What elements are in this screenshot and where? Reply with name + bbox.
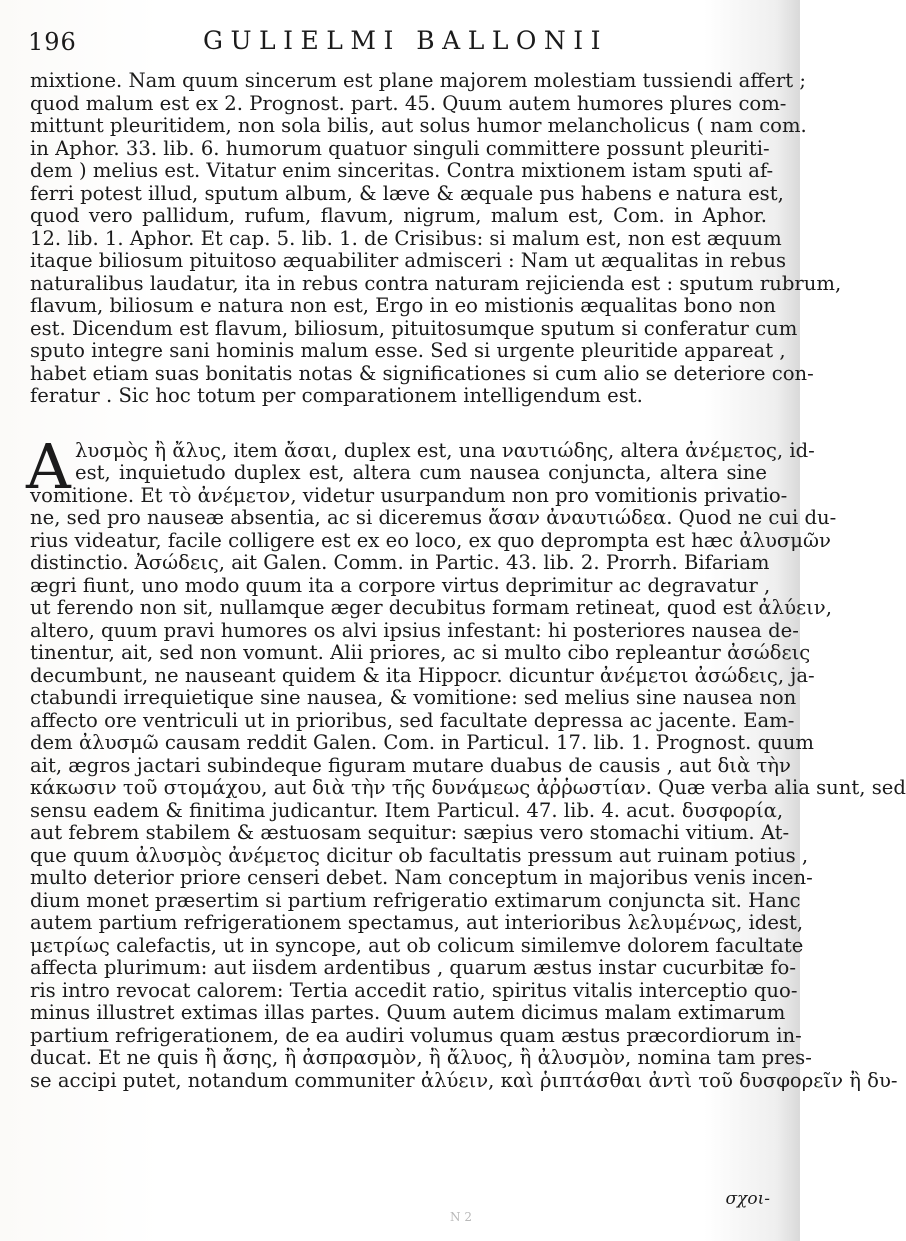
text-line: mittunt pleuritidem, non sola bilis, aut solus humor melancholicus ( nam com. — [30, 114, 807, 137]
text-line: sensu eadem & finitima judicantur. Item Particul. 47. lib. 4. acut. δυσφορία, — [30, 798, 784, 822]
running-head: GULIELMI BALLONII — [203, 26, 609, 55]
text-line: quod vero pallidum, rufum, flavum, nigrum, malum est, Com. in Aphor. — [30, 204, 767, 227]
text-line: autem partium refrigerationem spectamus, aut interioribus λελυμένως, idest, — [30, 911, 804, 934]
text-line: naturalibus laudatur, ita in rebus contra naturam rejicienda est : sputum rubrum, — [30, 271, 842, 295]
text-line: μετρίως calefactis, ut in syncope, aut ob colicum similemve dolorem facultate — [30, 933, 804, 957]
text-line: ducat. Et ne quis ἢ ἄσης, ἢ ἀσπρασμὸν, ἢ ἄλυος, ἢ ἀλυσμὸν, nomina tam pres- — [30, 1046, 812, 1069]
text-line: ait, ægros jactari subindeque figuram mutare duabus de causis , aut διὰ τὴν — [30, 753, 791, 777]
text-line: κάκωσιν τοῦ στομάχου, aut διὰ τὴν τῆς δυνάμεως ἀῤῥωστίαν. Quæ verba alia sunt, sed — [30, 776, 906, 799]
text-line: ctabundi irrequietique sine nausea, & vomitione: sed melius sine nausea non — [30, 686, 797, 709]
text-line: rius videatur, facile colligere est ex eo loco, ex quo deprompta est hæc ἀλυσμῶν — [30, 528, 831, 552]
text-line: affecta plurimum: aut iisdem ardentibus , quarum æstus instar cucurbitæ fo- — [30, 956, 796, 979]
text-line: λυσμὸς ἢ ἄλυς, item ἄσαι, duplex est, una ναυτιώδης, altera ἀνέμετος, id- — [75, 438, 815, 462]
text-line: se accipi putet, notandum communiter ἀλύειν, καὶ ῥιπτάσθαι ἀντὶ τοῦ δυσφορεῖν ἢ δυ- — [30, 1068, 898, 1092]
paragraph-gap — [30, 408, 767, 440]
text-line: habet etiam suas bonitatis notas & significationes si cum alio se deteriore con- — [30, 361, 814, 385]
text-line: ferri potest illud, sputum album, & læve & æquale pus habens e natura est, — [30, 181, 784, 205]
text-line: dium monet præsertim si partium refrigeratio extimarum conjuncta sit. Hanc — [30, 888, 801, 912]
text-line: decumbunt, ne nauseant quidem & ita Hippocr. dicuntur ἀνέμετοι ἀσώδεις, ja- — [30, 663, 815, 687]
text-line: sputo integre sani hominis malum esse. Sed si urgente pleuritide appareat , — [30, 339, 786, 362]
text-line: flavum, biliosum e natura non est, Ergo in eo mistionis æqualitas bono non — [30, 294, 776, 317]
text-line: 12. lib. 1. Aphor. Et cap. 5. lib. 1. de Crisibus: si malum est, non est æquum — [30, 226, 782, 250]
body-text — [26, 69, 906, 1092]
text-line: ris intro revocat calorem: Tertia accedit ratio, spiritus vitalis interceptio quo- — [30, 978, 798, 1002]
text-line: partium refrigerationem, de ea audiri volumus quam æstus præcordiorum in- — [30, 1023, 802, 1047]
text-line: itaque biliosum pituitoso æquabiliter admisceri : Nam ut æqualitas in rebus — [30, 249, 787, 272]
catchword: σχοι- — [725, 1189, 770, 1209]
text-line: altero, quum pravi humores os alvi ipsius infestant: hi posteriores nausea de- — [30, 618, 799, 642]
paragraph-mixtio — [30, 69, 842, 408]
page-header — [28, 26, 768, 62]
text-line: aut febrem stabilem & æstuosam sequitur: sæpius vero stomachi vitium. At- — [30, 821, 790, 844]
text-line: minus illustret extimas illas partes. Quum autem dicimus malam extimarum — [30, 1001, 786, 1024]
text-line: distinctio. Ἀσώδεις, ait Galen. Comm. in Partic. 43. lib. 2. Prorrh. Bifariam — [30, 551, 770, 574]
text-line: multo deterior priore censeri debet. Nam conceptum in majoribus venis incen- — [30, 866, 813, 889]
text-line: que quum ἀλυσμὸς ἀνέμετος dicitur ob facultatis pressum aut ruinam potius , — [30, 843, 809, 867]
paragraph-alysmos-lines — [30, 438, 906, 1093]
text-line: ne, sed pro nauseæ absentia, ac si diceremus ἄσαν ἀναυτιώδεα. Quod ne cui du- — [30, 506, 837, 529]
page-number: 196 — [28, 28, 77, 56]
text-line: mixtione. Nam quum sincerum est plane majorem molestiam tussiendi affert ; — [30, 69, 806, 92]
text-line: quod malum est ex 2. Prognost. part. 45. Quum autem humores plures com- — [30, 91, 787, 115]
text-line: dem ἀλυσμῶ causam reddit Galen. Com. in Particul. 17. lib. 1. Prognost. quum — [30, 731, 814, 754]
drop-cap: A — [26, 429, 71, 503]
text-line: ut ferendo non sit, nullamque æger decubitus formam retineat, quod est ἀλύειν, — [30, 596, 832, 619]
text-line: affecto ore ventriculi ut in prioribus, sed facultate depressa ac jacente. Eam- — [30, 708, 795, 732]
signature-mark: N 2 — [450, 1210, 472, 1224]
text-line: vomitione. Et τὸ ἀνέμετον, videtur usurpandum non pro vomitionis privatio- — [30, 483, 788, 507]
text-line: ægri fiunt, uno modo quum ita a corpore virtus deprimitur ac degravatur , — [30, 573, 771, 597]
text-line: in Aphor. 33. lib. 6. humorum quatuor singuli committere possunt pleuriti- — [30, 136, 770, 160]
text-line: dem ) melius est. Vitatur enim sinceritas. Contra mixtionem istam sputi af- — [30, 159, 774, 182]
text-line: feratur . Sic hoc totum per comparationem intelligendum est. — [30, 384, 643, 407]
text-line: tinentur, ait, sed non vomunt. Alii priores, ac si multo cibo repleantur ἀσώδεις — [30, 641, 811, 664]
text-line: est, inquietudo duplex est, altera cum nausea conjuncta, altera sine — [75, 461, 767, 484]
text-line: est. Dicendum est flavum, biliosum, pituitosumque sputum si conferatur cum — [30, 316, 798, 340]
paragraph-alysmos — [26, 429, 906, 1093]
